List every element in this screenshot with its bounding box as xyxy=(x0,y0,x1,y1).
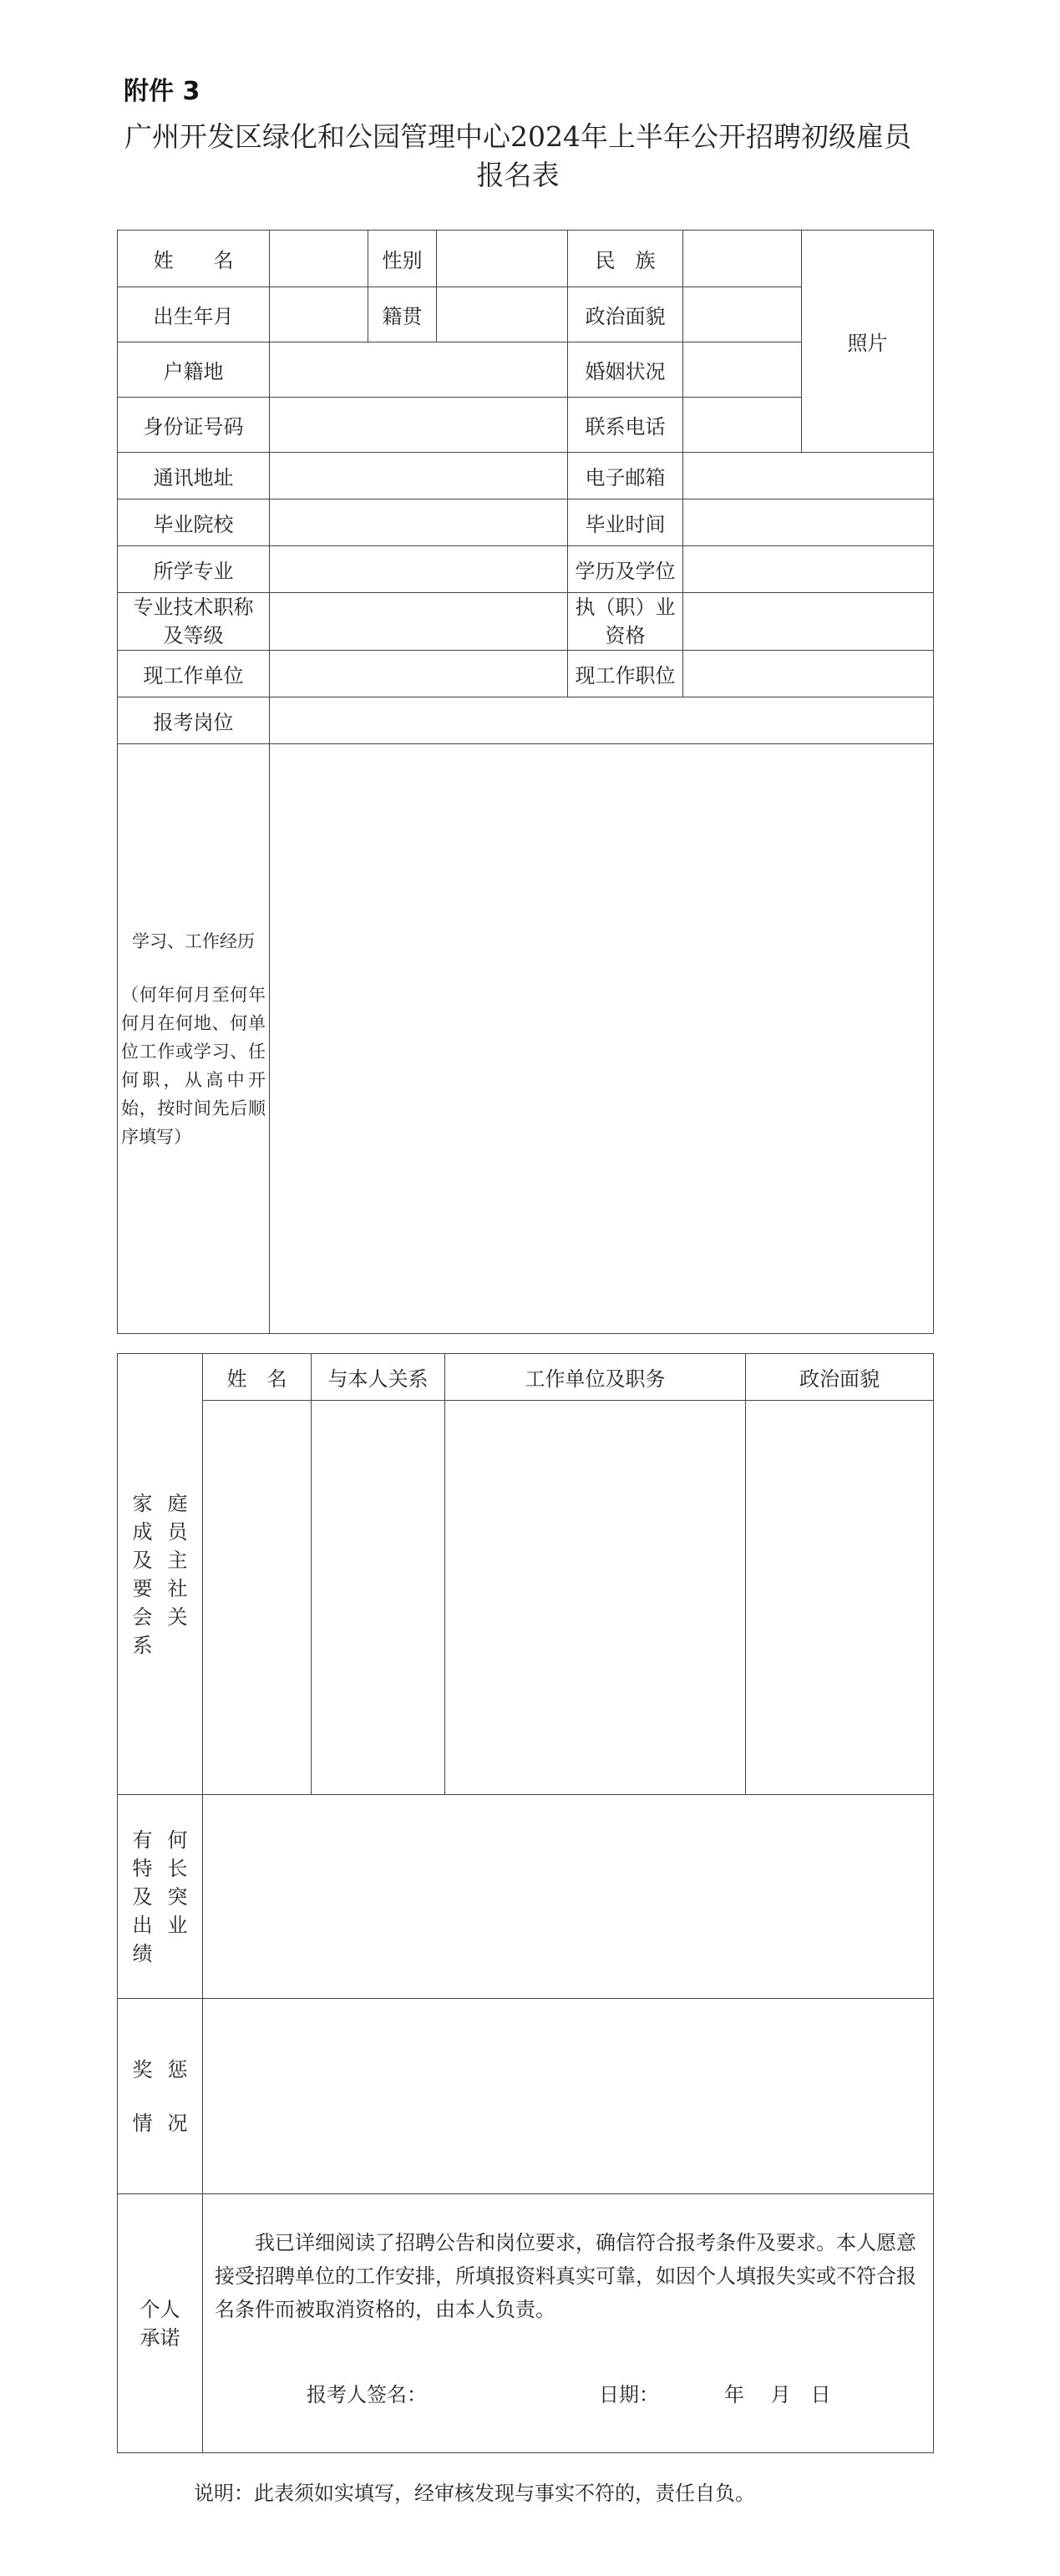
label-skills xyxy=(118,1795,203,1999)
label-grad-time: 毕业时间 xyxy=(568,499,683,546)
label-name: 姓 名 xyxy=(118,231,270,287)
input-email[interactable] xyxy=(683,453,934,499)
pledge-text: 我已详细阅读了招聘公告和岗位要求，确信符合报考条件及要求。本人愿意接受招聘单位的工作安排，所填报资料真实可靠，如因个人填报失实或不符合报名条件而被取消资格的，由本人负责。 xyxy=(215,2231,916,2321)
label-pledge xyxy=(118,2194,203,2453)
family-label-char-5: 及 xyxy=(132,1548,153,1572)
label-pro-title-line1: 专业技术职称 xyxy=(133,596,254,619)
family-label-char-2: 庭 xyxy=(167,1491,188,1515)
label-school: 毕业院校 xyxy=(118,499,270,546)
input-id-number[interactable] xyxy=(270,398,568,453)
family-label-char-12 xyxy=(160,1631,195,1660)
input-family-political[interactable] xyxy=(746,1401,934,1795)
skills-label-char-8: 业 xyxy=(167,1913,188,1937)
family-label-chars xyxy=(125,1489,195,1660)
label-email: 电子邮箱 xyxy=(568,453,683,499)
input-household[interactable] xyxy=(270,342,568,398)
family-label-char-11: 系 xyxy=(132,1633,153,1657)
date-label: 日期： xyxy=(599,2383,659,2406)
input-pro-title[interactable] xyxy=(270,593,568,651)
skills-label-char-3: 特 xyxy=(132,1856,153,1880)
family-label-char-8: 社 xyxy=(167,1576,188,1600)
input-family-name[interactable] xyxy=(203,1401,312,1795)
family-label-char-9: 会 xyxy=(132,1605,153,1629)
family-and-pledge-table xyxy=(117,1353,934,2453)
label-household: 户籍地 xyxy=(118,342,270,398)
signature-label[interactable]: 报考人签名： xyxy=(307,2383,427,2406)
label-position: 现工作职位 xyxy=(568,651,683,697)
label-address: 通讯地址 xyxy=(118,453,270,499)
label-native-place: 籍贯 xyxy=(368,287,437,342)
input-gender[interactable] xyxy=(437,231,568,287)
col-family-relation: 与本人关系 xyxy=(312,1354,445,1401)
skills-label-char-2: 何 xyxy=(167,1828,188,1852)
label-id-number: 身份证号码 xyxy=(118,398,270,453)
applicant-info-table xyxy=(117,230,934,1334)
family-label-char-1: 家 xyxy=(132,1491,153,1515)
skills-label-char-9: 绩 xyxy=(132,1941,153,1965)
input-name[interactable] xyxy=(270,231,368,287)
label-phone: 联系电话 xyxy=(568,398,683,453)
signature-line xyxy=(215,2378,923,2411)
skills-label-char-7: 出 xyxy=(132,1913,153,1937)
input-school[interactable] xyxy=(270,499,568,546)
input-employer[interactable] xyxy=(270,651,568,697)
label-birth: 出生年月 xyxy=(118,287,270,342)
skills-label-char-5: 及 xyxy=(132,1884,153,1909)
label-qualification-line2: 资格 xyxy=(605,624,646,647)
input-skills[interactable] xyxy=(203,1795,934,1999)
input-degree[interactable] xyxy=(683,546,934,593)
photo-box[interactable]: 照片 xyxy=(802,231,934,453)
family-label-char-7: 要 xyxy=(132,1576,153,1600)
footnote: 说明：此表须如实填写，经审核发现与事实不符的，责任自负。 xyxy=(194,2482,755,2505)
col-family-employer: 工作单位及职务 xyxy=(445,1354,746,1401)
attachment-label: 附件 3 xyxy=(124,77,200,106)
skills-label-char-6: 突 xyxy=(167,1884,188,1909)
input-position[interactable] xyxy=(683,651,934,697)
label-ethnicity: 民 族 xyxy=(568,231,683,287)
label-experience xyxy=(118,744,270,1334)
family-label-char-4: 员 xyxy=(167,1519,188,1544)
col-family-political: 政治面貌 xyxy=(746,1354,934,1401)
awards-char-2: 惩 xyxy=(167,2057,188,2082)
awards-char-1: 奖 xyxy=(132,2057,153,2082)
input-native-place[interactable] xyxy=(437,287,568,342)
family-label-char-6: 主 xyxy=(167,1548,188,1572)
input-family-relation[interactable] xyxy=(312,1401,445,1795)
experience-title: 学习、工作经历 xyxy=(132,931,255,951)
input-ethnicity[interactable] xyxy=(683,231,802,287)
form-title-line2: 报名表 xyxy=(476,159,560,191)
input-political-status[interactable] xyxy=(683,287,802,342)
skills-label-char-10 xyxy=(160,1940,195,1968)
family-label-char-3: 成 xyxy=(132,1519,153,1544)
label-marital: 婚姻状况 xyxy=(568,342,683,398)
label-degree: 学历及学位 xyxy=(568,546,683,593)
label-gender: 性别 xyxy=(368,231,437,287)
family-label-char-10: 关 xyxy=(167,1605,188,1629)
awards-char-3: 情 xyxy=(132,2111,153,2135)
experience-note: （何年何月至何年何月在何地、何单位工作或学习、任何职，从高中开始，按时间先后顺序填写） xyxy=(121,984,266,1147)
input-experience[interactable] xyxy=(270,744,934,1334)
col-family-name: 姓 名 xyxy=(203,1354,312,1401)
pledge-content xyxy=(203,2194,934,2453)
label-political-status: 政治面貌 xyxy=(568,287,683,342)
label-pro-title-line2: 及等级 xyxy=(163,624,224,647)
label-awards xyxy=(118,1999,203,2194)
pledge-label-line2: 承诺 xyxy=(139,2325,180,2350)
label-apply-post: 报考岗位 xyxy=(118,697,270,744)
label-major: 所学专业 xyxy=(118,546,270,593)
label-qualification-line1: 执（职）业 xyxy=(575,596,676,619)
label-employer: 现工作单位 xyxy=(118,651,270,697)
input-grad-time[interactable] xyxy=(683,499,934,546)
input-awards[interactable] xyxy=(203,1999,934,2194)
skills-label-chars xyxy=(125,1826,195,1968)
input-birth[interactable] xyxy=(270,287,368,342)
input-qualification[interactable] xyxy=(683,593,934,651)
awards-label-chars xyxy=(125,2043,195,2150)
skills-label-char-4: 长 xyxy=(167,1856,188,1880)
form-title-line1: 广州开发区绿化和公园管理中心2024年上半年公开招聘初级雇员 xyxy=(124,120,911,153)
input-major[interactable] xyxy=(270,546,568,593)
input-address[interactable] xyxy=(270,453,568,499)
input-marital[interactable] xyxy=(683,342,802,398)
skills-label-char-1: 有 xyxy=(132,1828,153,1852)
pledge-label-line1: 个人 xyxy=(139,2297,180,2321)
label-qualification xyxy=(568,593,683,651)
input-phone[interactable] xyxy=(683,398,802,453)
label-pro-title xyxy=(118,593,270,651)
input-apply-post[interactable] xyxy=(270,697,934,744)
label-family xyxy=(118,1354,203,1795)
awards-char-4: 况 xyxy=(167,2111,188,2135)
input-family-employer[interactable] xyxy=(445,1401,746,1795)
date-format[interactable]: 年 月 日 xyxy=(724,2383,831,2406)
